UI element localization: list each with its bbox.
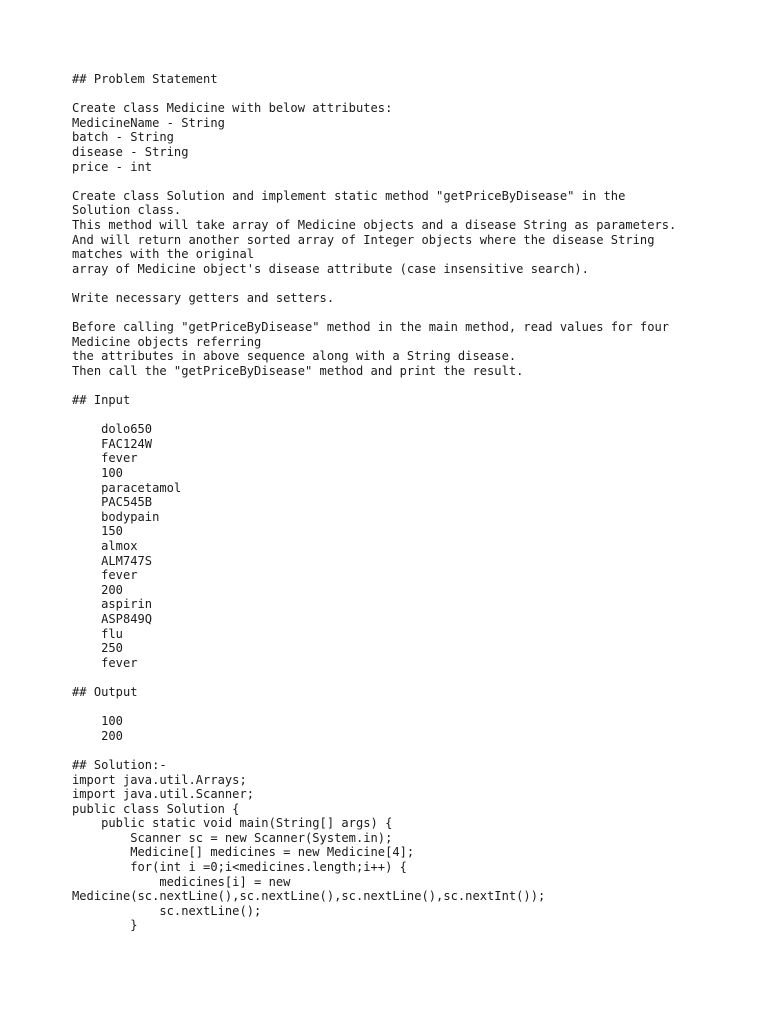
text-line: Scanner sc = new Scanner(System.in);: [72, 830, 393, 845]
text-line: Before calling "getPriceByDisease" method in the main method, read values for four: [72, 320, 670, 335]
text-line: [72, 378, 732, 393]
text-line: public class Solution {: [72, 801, 240, 816]
text-line: Medicine objects referring: [72, 334, 262, 349]
document-page: [72, 72, 732, 933]
text-line: Create class Solution and implement static method "getPriceByDisease" in the: [72, 188, 626, 203]
text-line: import java.util.Scanner;: [72, 787, 255, 802]
text-line: Then call the "getPriceByDisease" method and print the result.: [72, 363, 524, 378]
text-line: ## Solution:-: [72, 757, 167, 772]
text-line: import java.util.Arrays;: [72, 772, 247, 787]
text-line: 100: [72, 714, 123, 729]
text-line: paracetamol: [72, 480, 182, 495]
text-line: public static void main(String[] args) {: [72, 816, 393, 831]
text-line: batch - String: [72, 130, 174, 145]
text-line: bodypain: [72, 509, 160, 524]
text-line: price - int: [72, 159, 153, 174]
text-line: ## Problem Statement: [72, 72, 218, 86]
text-line: fever: [72, 568, 138, 583]
text-line: for(int i =0;i<medicines.length;i++) {: [72, 860, 407, 875]
text-line: [72, 743, 732, 758]
text-line: aspirin: [72, 597, 153, 612]
text-line: [72, 276, 732, 291]
text-line: almox: [72, 539, 138, 553]
text-line: Medicine(sc.nextLine(),sc.nextLine(),sc.nextLine(),sc.nextInt());: [72, 889, 546, 904]
text-line: [72, 670, 732, 685]
text-line: matches with the original: [72, 247, 255, 262]
text-line: 200: [72, 728, 123, 743]
text-line: [72, 87, 732, 102]
text-line: [72, 408, 732, 423]
text-line: dolo650: [72, 422, 153, 437]
text-line: Write necessary getters and setters.: [72, 290, 335, 305]
text-line: [72, 700, 732, 715]
text-line: flu: [72, 626, 123, 641]
text-line: }: [72, 918, 138, 933]
text-line: fever: [72, 451, 138, 466]
text-line: [72, 306, 732, 321]
text-line: array of Medicine object's disease attribute (case insensitive search).: [72, 261, 589, 276]
text-line: 100: [72, 466, 123, 481]
text-line: sc.nextLine();: [72, 903, 262, 918]
text-line: 150: [72, 524, 123, 539]
text-line: PAC545B: [72, 495, 153, 510]
text-line: 200: [72, 582, 123, 597]
text-line: ## Input: [72, 393, 131, 408]
text-line: [72, 174, 732, 189]
text-line: 250: [72, 641, 123, 656]
text-line: Solution class.: [72, 203, 182, 218]
text-line: Create class Medicine with below attributes:: [72, 101, 393, 116]
text-line: the attributes in above sequence along with a String disease.: [72, 349, 517, 364]
text-line: This method will take array of Medicine objects and a disease String as parameters.: [72, 217, 677, 232]
text-line: fever: [72, 655, 138, 670]
text-line: ## Output: [72, 684, 138, 699]
text-line: disease - String: [72, 144, 189, 159]
text-line: FAC124W: [72, 436, 153, 451]
text-line: MedicineName - String: [72, 115, 225, 130]
text-line: ASP849Q: [72, 611, 153, 626]
text-line: And will return another sorted array of Integer objects where the disease String: [72, 232, 655, 247]
text-line: ALM747S: [72, 553, 153, 568]
text-line: medicines[i] = new: [72, 874, 291, 889]
text-line: Medicine[] medicines = new Medicine[4];: [72, 845, 415, 860]
